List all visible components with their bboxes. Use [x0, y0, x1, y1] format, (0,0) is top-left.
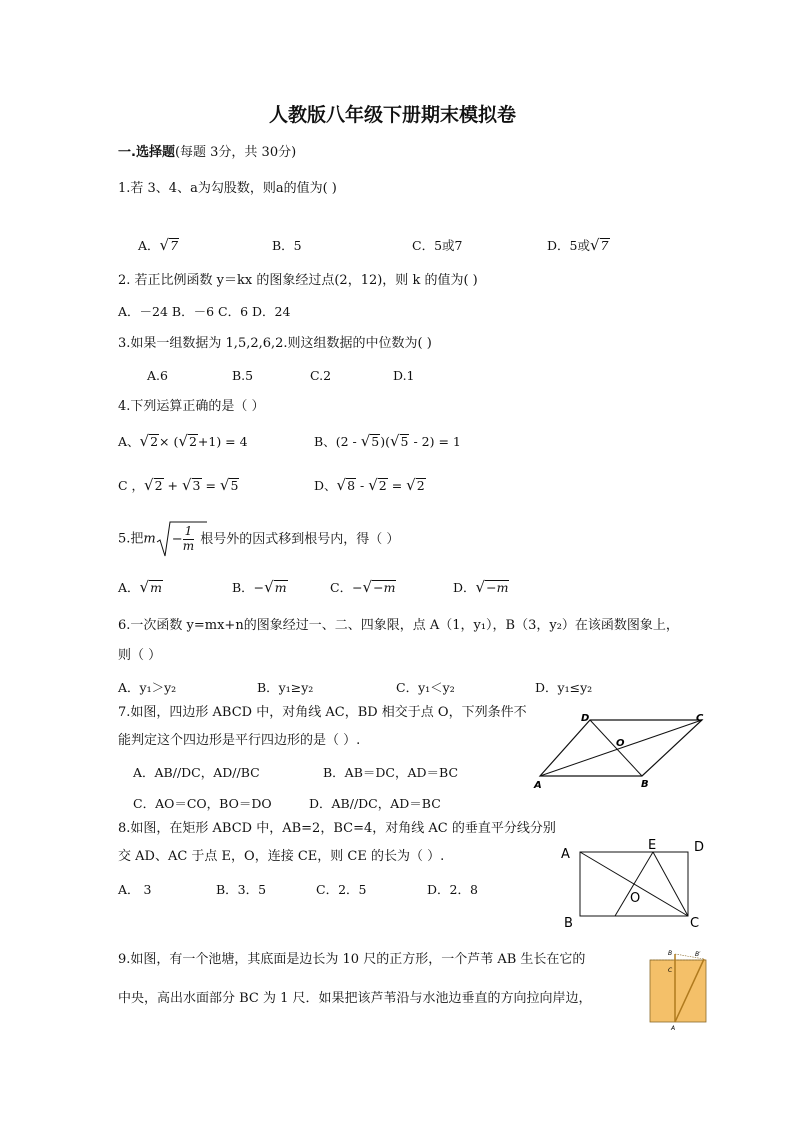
question-4-option-c: C ，√2 + √3 = √5	[118, 476, 239, 494]
vertex-label-b: B	[641, 779, 649, 790]
question-4-option-a: A、√2× (√2+1) = 4	[118, 432, 248, 450]
question-3-option-b: B.5	[232, 368, 254, 383]
question-3-option-a: A.6	[147, 368, 168, 383]
question-1-option-b: B．5	[272, 238, 302, 253]
perpendicular-bisector	[615, 852, 653, 916]
question-8-option-d: D．2．8	[427, 882, 478, 897]
question-8-option-c: C．2．5	[316, 882, 367, 897]
question-6-option-b: B．y₁≥y₂	[257, 680, 314, 695]
question-1-option-d: D．5或√7	[547, 236, 609, 254]
point-label-a: A	[671, 1025, 676, 1032]
question-6-option-c: C．y₁＜y₂	[396, 680, 455, 695]
vertex-label-b: B	[564, 916, 573, 930]
question-3-stem: 3.如果一组数据为 1,5,2,6,2.则这组数据的中位数为( )	[118, 336, 432, 351]
parallelogram-figure	[530, 708, 712, 794]
pond-reed-figure	[644, 946, 710, 1032]
vertex-label-d: D	[581, 713, 590, 724]
question-4-stem: 4.下列运算正确的是（ ）	[118, 399, 265, 414]
section-heading: 一.选择题(每题 3分，共 30分)	[118, 145, 297, 160]
question-7-option-d: D．AB//DC，AD＝BC	[309, 796, 441, 811]
question-2-options: A．－24 B．－6 C．6 D．24	[118, 304, 291, 319]
pond-water	[650, 960, 706, 1022]
question-1-option-c: C．5或7	[412, 238, 463, 253]
page-title: 人教版八年级下册期末模拟卷	[269, 104, 517, 126]
question-4-option-d: D、√8 - √2 = √2	[314, 476, 425, 494]
vertex-label-a: A	[534, 780, 542, 791]
vertex-label-o: O	[630, 891, 641, 906]
vertex-label-e: E	[648, 838, 657, 853]
question-9-stem-line-1: 9.如图，有一个池塘，其底面是边长为 10 尺的正方形，一个芦苇 AB 生长在它的	[118, 952, 586, 967]
vertex-label-o: O	[616, 738, 625, 749]
question-7-option-a: A．AB//DC，AD//BC	[133, 765, 260, 780]
question-5-option-a: A．√m	[118, 578, 162, 596]
question-1-stem: 1.若 3、4、a为勾股数，则a的值为( )	[118, 181, 337, 196]
vertex-label-a: A	[561, 847, 570, 862]
vertex-label-d: D	[694, 840, 705, 855]
question-1-option-a: A．√7	[138, 236, 179, 254]
question-6-option-a: A．y₁＞y₂	[118, 680, 177, 695]
vertex-label-c: C	[690, 916, 700, 930]
question-7-option-b: B．AB＝DC，AD＝BC	[323, 765, 459, 780]
question-5-option-b: B．−√m	[232, 578, 287, 596]
question-7-option-c: C．AO＝CO，BO＝DO	[133, 796, 272, 811]
point-label-b: B	[668, 950, 673, 957]
question-7-stem-line-2: 能判定这个四边形是平行四边形的是（ ）.	[118, 733, 361, 748]
question-9-stem-line-2: 中央，高出水面部分 BC 为 1 尺．如果把该芦苇沿与水池边垂直的方向拉向岸边，	[118, 991, 592, 1006]
question-4-option-b: B、(2 - √5)(√5 - 2) = 1	[314, 432, 461, 450]
vertex-label-c: C	[696, 713, 704, 724]
point-label-b-prime: B′	[695, 951, 701, 958]
question-8-stem-line-1: 8.如图，在矩形 ABCD 中，AB=2，BC=4，对角线 AC 的垂直平分线分别	[118, 821, 556, 836]
question-8-option-a: A． 3	[118, 882, 152, 897]
question-2-stem: 2. 若正比例函数 y＝kx 的图象经过点(2，12)，则 k 的值为( )	[118, 273, 478, 288]
question-6-stem-line-1: 6.一次函数 y=mx+n的图象经过一、二、四象限，点 A（1，y₁），B（3，y₂）在该函数图象上，	[118, 618, 679, 633]
question-7-stem-line-1: 7.如图，四边形 ABCD 中，对角线 AC，BD 相交于点 O，下列条件不	[118, 705, 527, 720]
question-6-option-d: D．y₁≤y₂	[535, 680, 593, 695]
question-8-stem-line-2: 交 AD、AC 于点 E，O，连接 CE，则 CE 的长为（ ）.	[118, 849, 445, 864]
question-5-option-c: C．−√−m	[330, 578, 396, 596]
question-8-option-b: B．3．5	[216, 882, 267, 897]
question-3-option-c: C.2	[310, 368, 332, 383]
question-5-option-d: D．√−m	[453, 578, 509, 596]
rectangle-figure	[556, 834, 712, 930]
question-6-stem-line-2: 则（ ）	[118, 648, 162, 663]
point-label-c: C	[668, 967, 673, 974]
question-5-stem: 5.把m − $\frac{1}{m}$ 根号外的因式移到根号内，得（ ）	[118, 520, 399, 558]
question-3-option-d: D.1	[393, 368, 415, 383]
segment-ce	[653, 852, 688, 916]
